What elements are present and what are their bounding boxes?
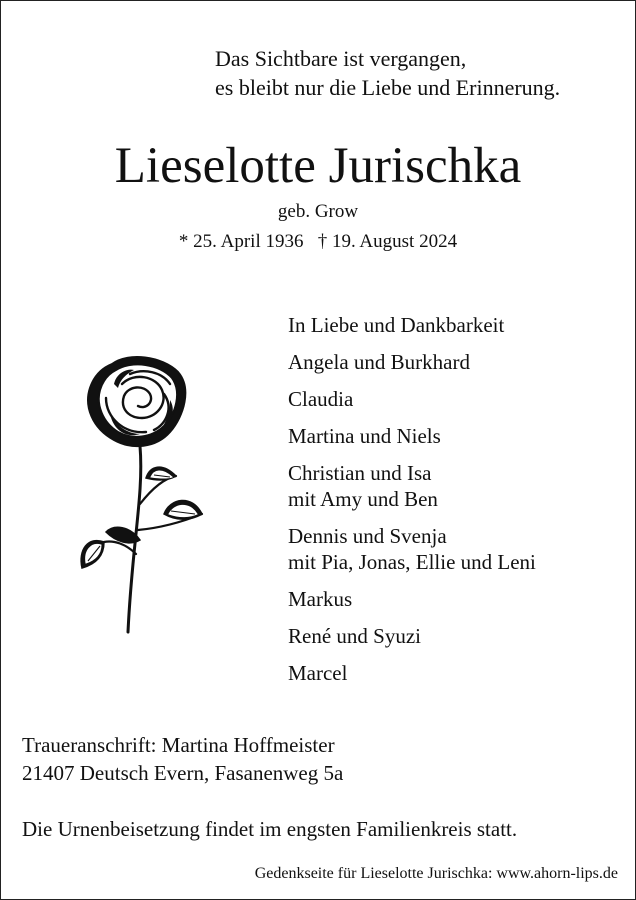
memorial-page-link: Gedenkseite für Lieselotte Jurischka: www.ahorn-lips.de: [254, 865, 618, 882]
mourner-entry: [288, 660, 536, 686]
burial-notice: Die Urnenbeisetzung findet im engsten Familienkreis statt.: [22, 817, 518, 841]
mourner-line: Marcel: [288, 661, 348, 685]
address-line-1: Traueranschrift: Martina Hoffmeister: [22, 733, 335, 757]
mourner-entry: [288, 586, 536, 612]
address-line-2: 21407 Deutsch Evern, Fasanenweg 5a: [22, 761, 344, 785]
life-dates: * 25. April 1936 † 19. August 2024: [178, 231, 458, 252]
mourning-address: [22, 731, 343, 787]
mourner-line: Martina und Niels: [288, 424, 441, 448]
mourner-entry: [288, 523, 536, 575]
birth-name: geb. Grow: [277, 201, 359, 222]
mourner-line: In Liebe und Dankbarkeit: [288, 313, 505, 337]
mourner-entry: [288, 386, 536, 412]
quote-line-1: Das Sichtbare ist vergangen,: [215, 46, 467, 71]
mourner-entry: [288, 349, 536, 375]
quote-line-2: es bleibt nur die Liebe und Erinnerung.: [215, 75, 561, 100]
deceased-name: Lieselotte Jurischka: [114, 138, 522, 194]
mourner-entry: [288, 312, 536, 338]
mourner-entry: [288, 460, 536, 512]
mourner-line: Dennis und Svenja: [288, 524, 447, 548]
mourner-line: Markus: [288, 587, 353, 611]
memorial-quote: [215, 44, 560, 102]
rose-icon: [70, 354, 210, 634]
mourner-entry: [288, 423, 536, 449]
mourner-entry: [288, 623, 536, 649]
mourner-line: mit Amy und Ben: [288, 487, 438, 511]
mourner-list: [288, 312, 536, 697]
mourner-line: Christian und Isa: [288, 461, 432, 485]
mourner-line: Angela und Burkhard: [288, 350, 470, 374]
mourner-line: René und Syuzi: [288, 624, 421, 648]
mourner-line: mit Pia, Jonas, Ellie und Leni: [288, 550, 536, 574]
mourner-line: Claudia: [288, 387, 354, 411]
